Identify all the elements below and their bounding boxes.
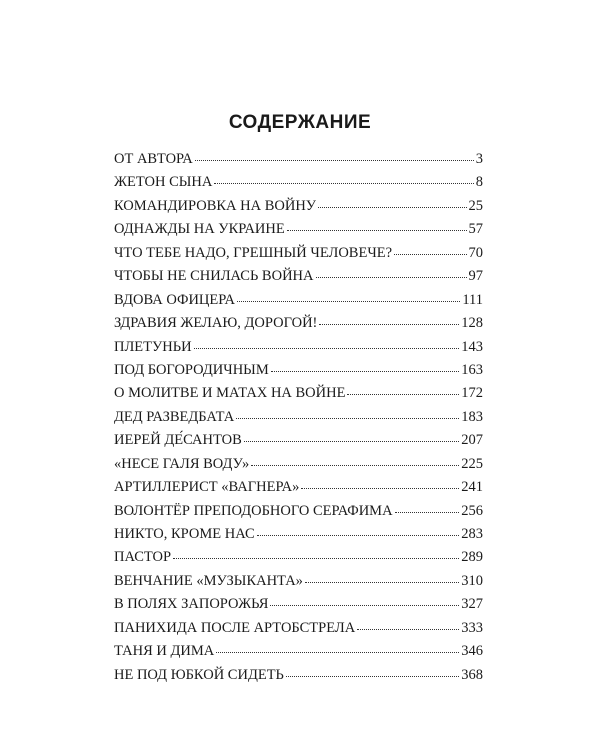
toc-entry-page: 97 (468, 268, 483, 285)
toc-entry (114, 476, 483, 499)
toc-leader-dots (305, 570, 459, 585)
toc-entry (114, 617, 483, 640)
toc-entry (114, 406, 483, 429)
toc-leader-dots (286, 664, 459, 679)
toc-entry-page: 256 (461, 502, 483, 519)
toc-entry-page: 225 (461, 455, 483, 472)
toc-entry-page: 128 (461, 315, 483, 332)
toc-entry-title: ПАСТОР (114, 549, 172, 566)
toc-leader-dots (237, 289, 460, 304)
toc-entry-page: 333 (461, 619, 483, 636)
toc-entry (114, 570, 483, 593)
toc-entry (114, 265, 483, 288)
toc-entry-page: 327 (461, 596, 483, 613)
toc-leader-dots (244, 430, 459, 445)
toc-entry (114, 382, 483, 405)
toc-leader-dots (257, 524, 460, 539)
toc-entry-title: ТАНЯ И ДИМА (114, 643, 215, 660)
toc-entry (114, 429, 483, 452)
toc-entry (114, 523, 483, 546)
toc-entry-title: ЖЕТОН СЫНА (114, 174, 213, 191)
toc-leader-dots (195, 149, 474, 164)
toc-leader-dots (347, 383, 459, 398)
toc-entry-page: 368 (461, 666, 483, 683)
toc-leader-dots (214, 172, 473, 187)
toc-leader-dots (173, 547, 459, 562)
toc-leader-dots (395, 500, 460, 515)
toc-entry (114, 593, 483, 616)
toc-entry (114, 312, 483, 335)
toc-entry-page: 3 (475, 151, 483, 167)
toc-entry-page: 8 (475, 174, 483, 191)
toc-leader-dots (319, 313, 459, 328)
toc-entry (114, 453, 483, 476)
toc-entry-page: 163 (461, 361, 483, 378)
toc-entry-title: ЧТО ТЕБЕ НАДО, ГРЕШНЫЙ ЧЕЛОВЕЧЕ? (114, 244, 393, 261)
toc-entry-title: ПАНИХИДА ПОСЛЕ АРТОБСТРЕЛА (114, 619, 356, 636)
toc-entry-page: 310 (461, 572, 483, 589)
toc-entry-title: ДЕД РАЗВЕДБАТА (114, 408, 235, 425)
toc-entry (114, 359, 483, 382)
toc-leader-dots (216, 641, 459, 656)
toc-entry-page: 183 (461, 408, 483, 425)
toc-entry-title: В ПОЛЯХ ЗАПОРОЖЬЯ (114, 596, 269, 613)
toc-leader-dots (287, 219, 467, 234)
toc-entry-title: ЗДРАВИЯ ЖЕЛАЮ, ДОРОГОЙ! (114, 315, 318, 332)
toc-leader-dots (394, 242, 466, 257)
toc-entry-page: 283 (461, 526, 483, 542)
toc-entry-title: НИКТО, КРОМЕ НАС (114, 526, 255, 542)
page-title: СОДЕРЖАНИЕ (228, 112, 372, 133)
toc-entry-title: ИЕРЕЙ ДЕ́САНТОВ (114, 432, 242, 449)
toc-entry-page: 57 (468, 221, 483, 238)
toc-entry-page: 111 (462, 291, 483, 308)
toc-entry-title: АРТИЛЛЕРИСТ «ВАГНЕРА» (114, 479, 300, 496)
toc-leader-dots (251, 453, 459, 468)
toc-entry-title: ПОД БОГОРОДИЧНЫМ (114, 361, 269, 378)
toc-entry-title: ОДНАЖДЫ НА УКРАИНЕ (114, 221, 285, 238)
toc-entry (114, 500, 483, 523)
toc-entry-page: 289 (461, 549, 483, 566)
toc-entry-page: 25 (468, 197, 483, 214)
toc-entry-title: ПЛЕТУНЬИ (114, 338, 192, 355)
toc-entry (114, 664, 483, 687)
toc-entry-page: 172 (461, 385, 483, 402)
toc-entry-title: ВОЛОНТЁР ПРЕПОДОБНОГО СЕРАФИМА (114, 502, 393, 519)
toc-entry (114, 289, 483, 312)
toc-entry-title: ОТ АВТОРА (114, 151, 193, 167)
toc-entry-title: О МОЛИТВЕ И МАТАХ НА ВОЙНЕ (114, 385, 346, 402)
toc-entry (114, 171, 483, 194)
toc-leader-dots (357, 617, 459, 632)
table-of-contents (114, 148, 483, 687)
toc-leader-dots (316, 266, 467, 281)
toc-entry-title: КОМАНДИРОВКА НА ВОЙНУ (114, 197, 317, 214)
toc-leader-dots (301, 477, 459, 492)
toc-entry-page: 143 (461, 338, 483, 355)
toc-entry-page: 241 (461, 479, 483, 496)
toc-leader-dots (271, 359, 460, 374)
toc-entry-title: ВДОВА ОФИЦЕРА (114, 291, 235, 308)
toc-leader-dots (318, 195, 466, 210)
toc-entry-title: ВЕНЧАНИЕ «МУЗЫКАНТА» (114, 572, 303, 589)
toc-entry-title: НЕ ПОД ЮБКОЙ СИДЕТЬ (114, 666, 284, 683)
toc-entry (114, 148, 483, 171)
toc-entry-page: 346 (461, 643, 483, 660)
toc-entry-page: 207 (461, 432, 483, 449)
toc-entry (114, 242, 483, 265)
toc-entry (114, 640, 483, 663)
toc-entry-title: ЧТОБЫ НЕ СНИЛАСЬ ВОЙНА (114, 268, 314, 285)
toc-entry-page: 70 (468, 244, 483, 261)
toc-leader-dots (194, 336, 460, 351)
toc-leader-dots (270, 594, 459, 609)
toc-entry (114, 218, 483, 241)
toc-entry (114, 336, 483, 359)
toc-entry (114, 546, 483, 569)
toc-entry-title: «НЕСЕ ГАЛЯ ВОДУ» (114, 455, 250, 472)
toc-entry (114, 195, 483, 218)
toc-leader-dots (236, 406, 459, 421)
